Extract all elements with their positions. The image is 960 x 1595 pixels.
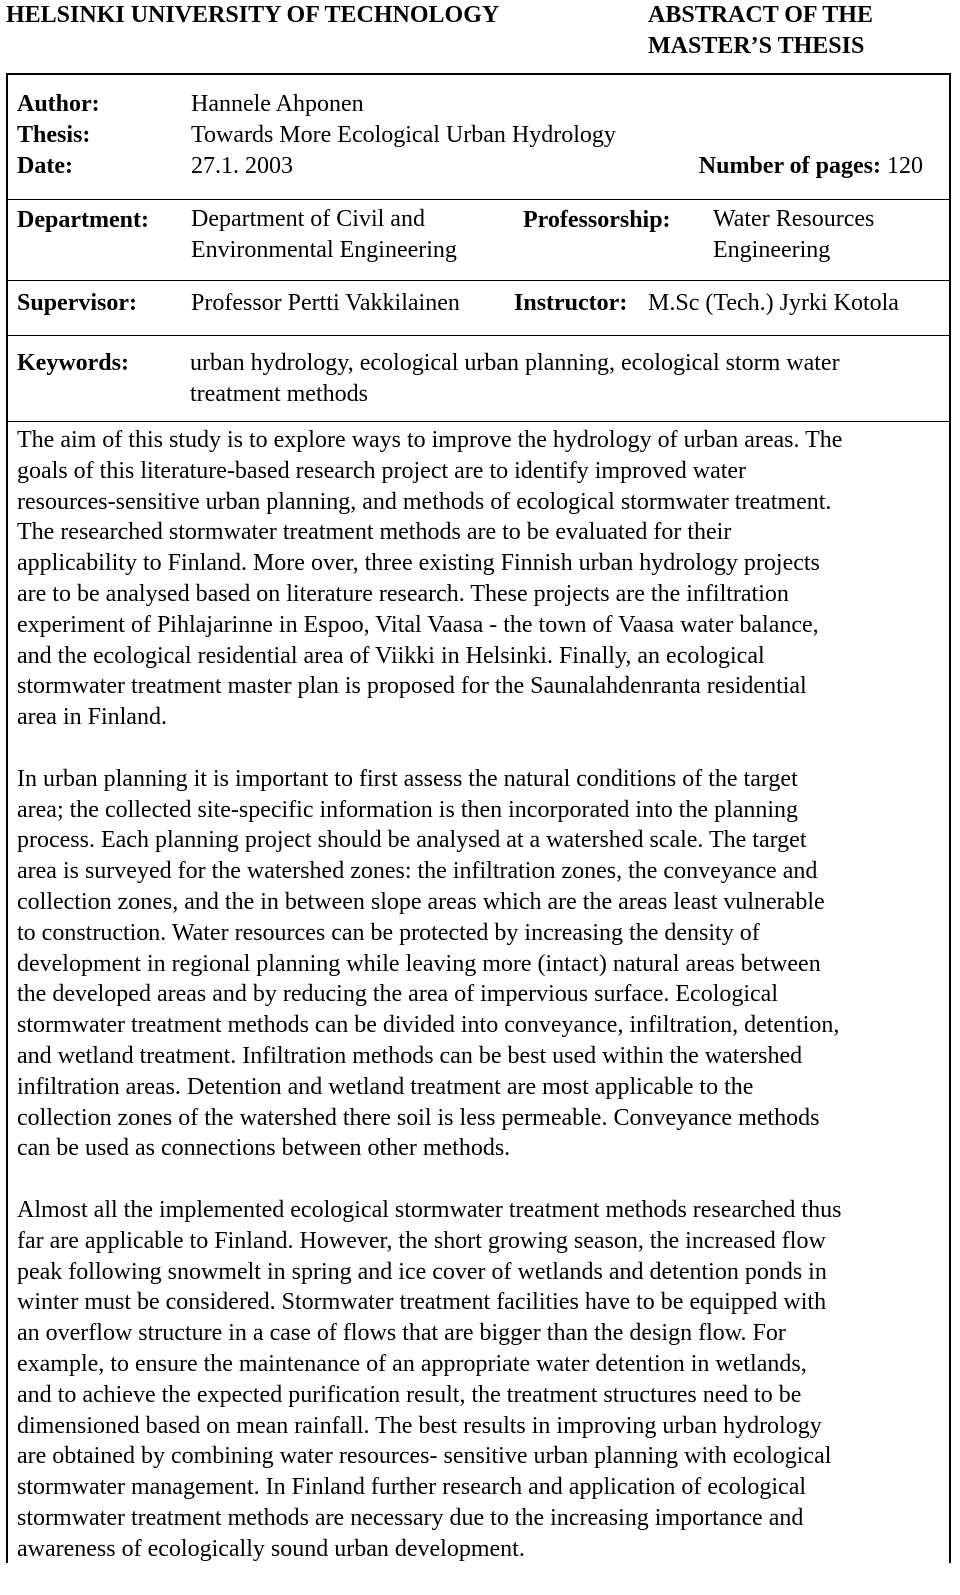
abstract-paragraph: [17, 425, 947, 733]
author-value: Hannele Ahponen: [191, 91, 364, 117]
department-label: Department:: [17, 207, 149, 233]
date-value: 27.1. 2003: [191, 153, 293, 179]
abstract-line: resources-sensitive urban planning, and methods of ecological stormwater treatment.: [17, 488, 832, 515]
abstract-line: development in regional planning while leaving more (intact) natural areas between: [17, 950, 821, 977]
abstract-line: peak following snowmelt in spring and ice cover of wetlands and detention ponds in: [17, 1258, 827, 1285]
abstract-line: experiment of Pihlajarinne in Espoo, Vital Vaasa - the town of Vaasa water balance,: [17, 611, 819, 638]
abstract-line: are obtained by combining water resources- sensitive urban planning with ecological: [17, 1443, 832, 1470]
abstract-line: and wetland treatment. Infiltration methods can be best used within the watershed: [17, 1042, 803, 1069]
pages-label: Number of pages:: [698, 153, 881, 179]
abstract-line: In urban planning it is important to first assess the natural conditions of the target: [17, 765, 798, 792]
pages-field: [699, 151, 923, 182]
abstract-line: collection zones, and the in between slope areas which are the areas least vulnerable: [17, 888, 825, 915]
abstract-line: winter must be considered. Stormwater treatment facilities have to be equipped with: [17, 1289, 827, 1316]
abstract-body: [17, 425, 947, 1595]
professorship-line2: Engineering: [713, 237, 831, 263]
divider-after-department: [6, 280, 951, 281]
keywords-line1: urban hydrology, ecological urban planning, ecological storm water: [190, 350, 840, 376]
abstract-line: The researched stormwater treatment methods are to be evaluated for their: [17, 519, 732, 546]
abstract-line: process. Each planning project should be analysed at a watershed scale. The target: [17, 827, 807, 854]
professorship-value: [713, 204, 874, 266]
abstract-line: to construction. Water resources can be protected by increasing the density of: [17, 919, 760, 946]
university-name: HELSINKI UNIVERSITY OF TECHNOLOGY: [6, 2, 500, 28]
abstract-line: area; the collected site-specific information is then incorporated into the planning: [17, 796, 799, 823]
abstract-line: and to achieve the expected purification result, the treatment structures need to be: [17, 1381, 802, 1408]
abstract-line: applicability to Finland. More over, three existing Finnish urban hydrology projects: [17, 550, 820, 577]
divider-after-date: [6, 199, 951, 200]
thesis-title: Towards More Ecological Urban Hydrology: [191, 122, 616, 148]
abstract-line: awareness of ecologically sound urban development.: [17, 1535, 525, 1562]
abstract-line: stormwater treatment methods are necessary due to the increasing importance and: [17, 1504, 804, 1531]
professorship-line1: Water Resources: [713, 206, 875, 232]
document-type-line2: MASTER’S THESIS: [648, 33, 865, 59]
abstract-line: area in Finland.: [17, 704, 167, 731]
supervisor-value: Professor Pertti Vakkilainen: [191, 290, 460, 316]
professorship-label: Professorship:: [523, 207, 671, 233]
abstract-line: far are applicable to Finland. However, the short growing season, the increased flow: [17, 1227, 826, 1254]
date-label: Date:: [17, 153, 73, 179]
thesis-label: Thesis:: [17, 122, 91, 148]
instructor-label: Instructor:: [514, 290, 628, 316]
abstract-line: example, to ensure the maintenance of an appropriate water detention in wetlands,: [17, 1350, 807, 1377]
abstract-line: goals of this literature-based research project are to identify improved water: [17, 457, 747, 484]
abstract-line: dimensioned based on mean rainfall. The best results in improving urban hydrology: [17, 1412, 822, 1439]
document-type: [648, 0, 873, 62]
abstract-paragraph: [17, 764, 947, 1164]
abstract-line: can be used as connections between other methods.: [17, 1135, 511, 1162]
divider-after-supervisor: [6, 335, 951, 336]
keywords-value: [190, 348, 840, 410]
instructor-value: M.Sc (Tech.) Jyrki Kotola: [648, 290, 899, 316]
abstract-line: infiltration areas. Detention and wetland treatment are most applicable to the: [17, 1073, 754, 1100]
keywords-label: Keywords:: [17, 350, 129, 376]
department-line2: Environmental Engineering: [191, 237, 457, 263]
document-type-line1: ABSTRACT OF THE: [648, 2, 873, 28]
abstract-line: an overflow structure in a case of flows that are bigger than the design flow. For: [17, 1320, 786, 1347]
pages-value: 120: [887, 153, 923, 179]
divider-after-keywords: [6, 421, 951, 422]
department-line1: Department of Civil and: [191, 206, 425, 232]
keywords-line2: treatment methods: [190, 381, 368, 407]
department-value: [191, 204, 457, 266]
author-label: Author:: [17, 91, 100, 117]
abstract-line: stormwater management. In Finland further research and application of ecological: [17, 1474, 807, 1501]
abstract-line: Almost all the implemented ecological stormwater treatment methods researched thus: [17, 1196, 842, 1223]
abstract-line: collection zones of the watershed there soil is less permeable. Conveyance methods: [17, 1104, 820, 1131]
abstract-line: and the ecological residential area of Viikki in Helsinki. Finally, an ecological: [17, 642, 765, 669]
abstract-line: stormwater treatment master plan is proposed for the Saunalahdenranta residential: [17, 673, 807, 700]
abstract-line: The aim of this study is to explore ways to improve the hydrology of urban areas. The: [17, 427, 843, 453]
abstract-line: the developed areas and by reducing the area of impervious surface. Ecological: [17, 981, 779, 1008]
abstract-paragraph: [17, 1195, 947, 1565]
abstract-line: area is surveyed for the watershed zones: the infiltration zones, the conveyance and: [17, 858, 818, 885]
abstract-line: are to be analysed based on literature research. These projects are the infiltration: [17, 580, 789, 607]
abstract-line: stormwater treatment methods can be divided into conveyance, infiltration, detention,: [17, 1012, 840, 1039]
supervisor-label: Supervisor:: [17, 290, 137, 316]
